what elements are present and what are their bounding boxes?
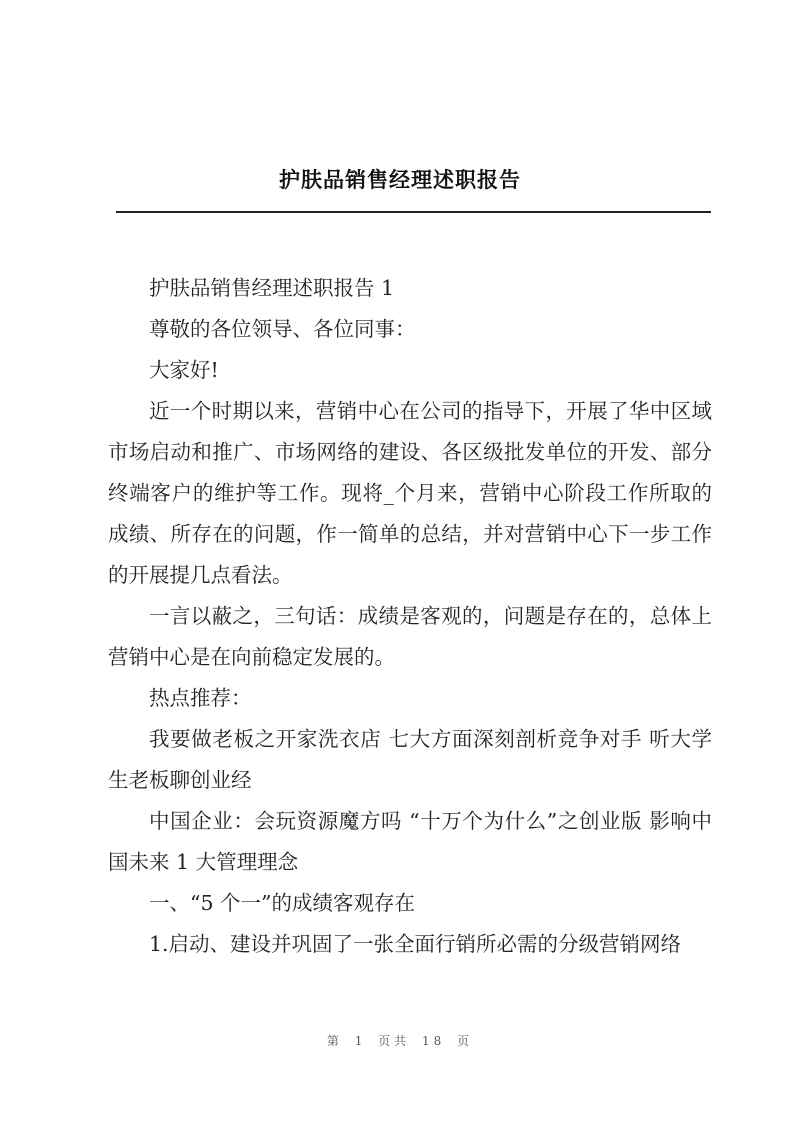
paragraph-section-heading: 一、“5 个一”的成绩客观存在 <box>149 891 416 915</box>
paragraph-summary: 一言以蔽之，三句话：成绩是客观的，问题是存在的，总体上营销中心是在向前稳定发展的。 <box>108 604 712 669</box>
paragraph-hot-label: 热点推荐： <box>149 686 252 710</box>
title-divider <box>116 211 711 213</box>
footer-total-pages: 18 <box>422 1034 446 1048</box>
paragraph-heading: 护肤品销售经理述职报告 1 <box>149 276 395 300</box>
paragraph-greeting: 大家好! <box>149 358 219 382</box>
footer-suffix: 页 <box>457 1034 474 1048</box>
paragraph-hot-links-1: 我要做老板之开家洗衣店 七大方面深刻剖析竞争对手 听大学生老板聊创业经 <box>108 727 712 792</box>
paragraph-hot-links-2: 中国企业：会玩资源魔方吗 “十万个为什么”之创业版 影响中国未来 1 大管理理念 <box>108 809 712 874</box>
paragraph-item-1: 1.启动、建设并巩固了一张全面行销所必需的分级营销网络 <box>149 932 682 956</box>
footer-page-number: 1 <box>354 1034 367 1048</box>
paragraph-intro: 近一个时期以来，营销中心在公司的指导下，开展了华中区域市场启动和推广、市场网络的建设、各区级批发单位的开发、部分终端客户的维护等工作。现将_个月来，营销中心阶段工作所取的成绩、所存在的问题，作一简单的总结，并对营销中心下一步工作的开展提几点看法。 <box>108 399 712 587</box>
page-footer <box>0 1032 800 1049</box>
paragraph-salutation: 尊敬的各位领导、各位同事： <box>149 317 416 341</box>
document-title: 护肤品销售经理述职报告 <box>279 168 521 192</box>
footer-middle: 页共 <box>378 1034 411 1048</box>
footer-prefix: 第 <box>326 1034 343 1048</box>
document-body <box>108 268 712 965</box>
